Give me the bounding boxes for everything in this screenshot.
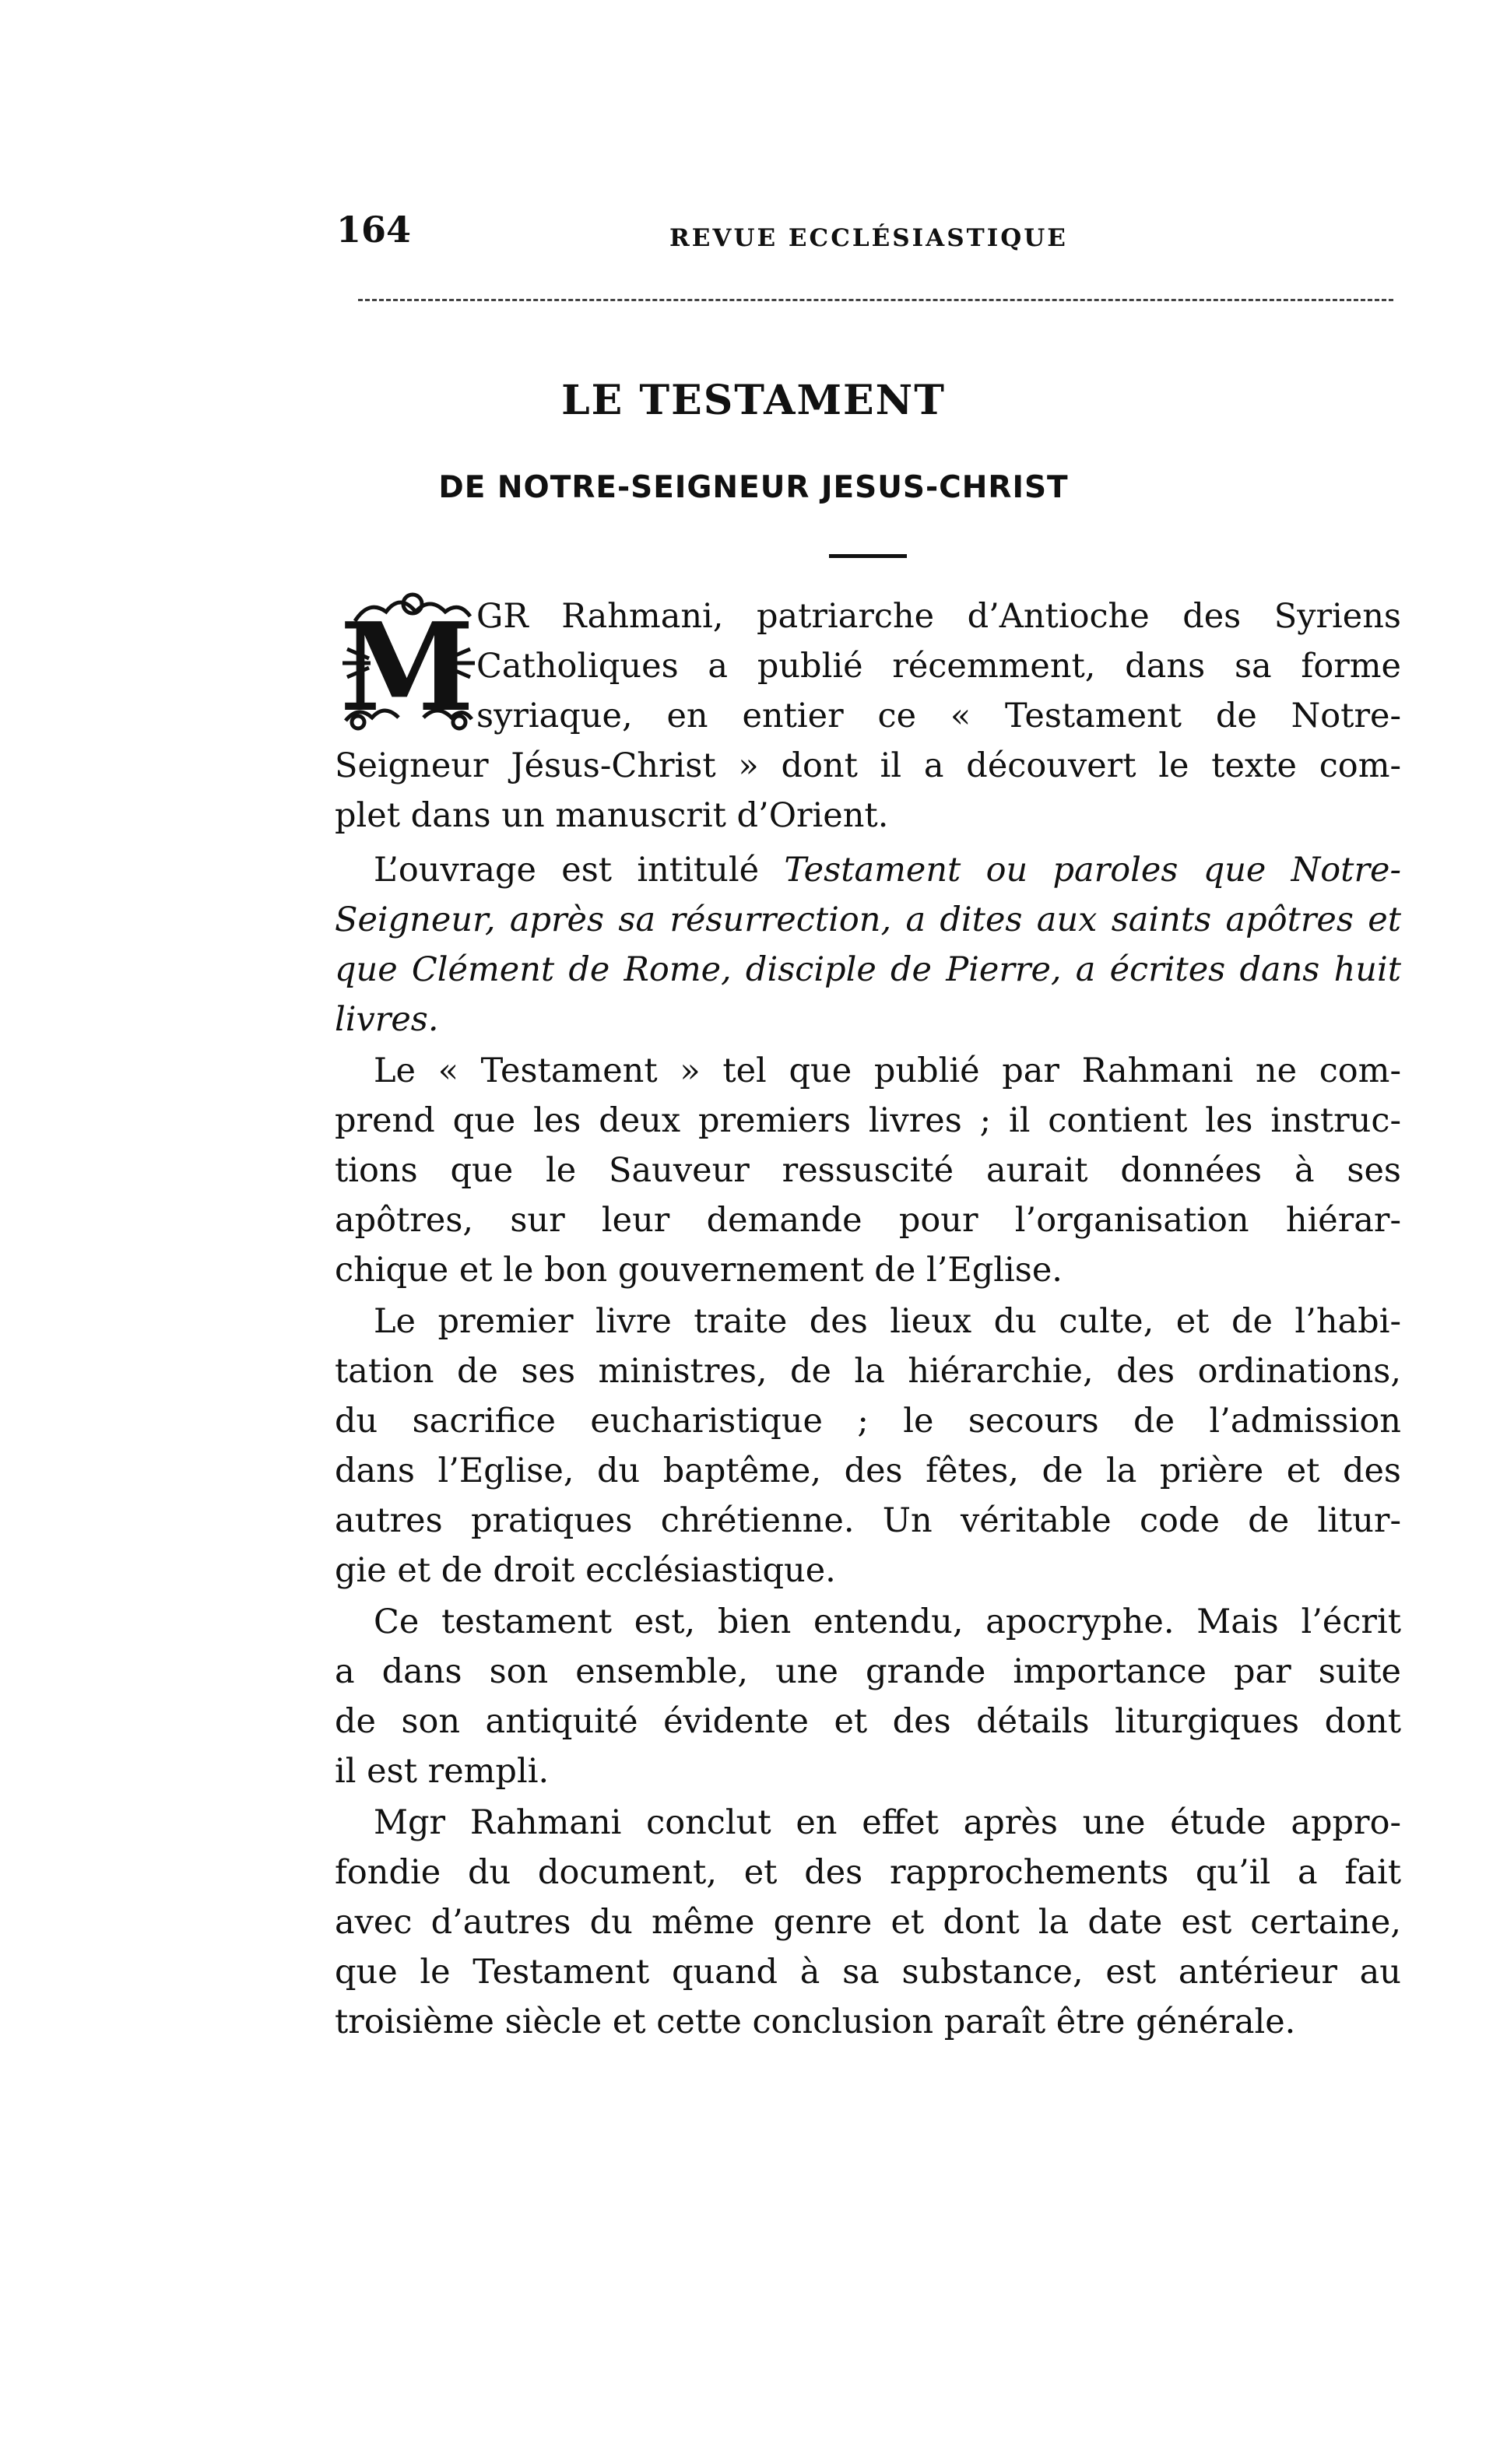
body-line: tions que le Sauveur ressuscité aurait données à ses	[335, 1151, 1401, 1190]
body-line-italic	[335, 946, 1401, 993]
body-line: syriaque, en entier ce « Testament de Notre-	[476, 697, 1401, 735]
body-line: fondie du document, et des rapprochements qu’il a fait	[335, 1853, 1401, 1892]
body-line: Catholiques a publié récemment, dans sa forme	[476, 647, 1401, 686]
italic-title-run: Testament ou paroles que Notre-	[784, 851, 1401, 890]
body-line: du sacrifice eucharistique ; le secours de l’admission	[335, 1402, 1401, 1441]
body-line: apôtres, sur leur demande pour l’organisation hiérar-	[335, 1201, 1401, 1240]
article-subtitle: DE NOTRE-SEIGNEUR JESUS-CHRIST	[438, 470, 1069, 505]
drop-cap-ornament	[338, 588, 476, 735]
body-line: tation de ses ministres, de la hiérarchie, des ordinations,	[335, 1352, 1401, 1391]
body-line: a dans son ensemble, une grande importance par suite	[335, 1652, 1401, 1691]
page-number: 164	[336, 209, 412, 251]
body-line: Mgr Rahmani conclut en effet après une étude appro-	[374, 1803, 1401, 1842]
body-line: Ce testament est, bien entendu, apocryphe. Mais l’écrit	[374, 1602, 1401, 1641]
drop-cap-letter: M	[339, 596, 475, 735]
header-rule	[358, 299, 1393, 301]
text-run: L’ouvrage est intitulé	[374, 851, 760, 890]
body-line: prend que les deux premiers livres ; il contient les instruc-	[335, 1101, 1401, 1140]
italic-title-run: que Clément de Rome, disciple de Pierre, a écrites dans huit	[335, 950, 1401, 989]
body-line: que le Testament quand à sa substance, est antérieur au	[335, 1953, 1401, 1992]
body-line: autres pratiques chrétienne. Un véritable code de litur-	[335, 1501, 1401, 1540]
body-line: Seigneur Jésus-Christ » dont il a découvert le texte com-	[335, 746, 1401, 785]
body-line: troisième siècle et cette conclusion paraît être générale.	[335, 2002, 1296, 2041]
body-line	[374, 847, 1401, 893]
body-line: Le « Testament » tel que publié par Rahmani ne com-	[374, 1051, 1401, 1090]
body-line: chique et le bon gouvernement de l’Eglise.	[335, 1251, 1063, 1290]
article-title: LE TESTAMENT	[561, 377, 946, 424]
body-line-italic	[335, 897, 1401, 943]
body-line: GR Rahmani, patriarche d’Antioche des Syriens	[476, 597, 1401, 636]
body-line: de son antiquité évidente et des détails liturgiques dont	[335, 1702, 1401, 1741]
body-line: avec d’autres du même genre et dont la date est certaine,	[335, 1903, 1401, 1942]
body-line: Le premier livre traite des lieux du culte, et de l’habi-	[374, 1302, 1401, 1341]
body-line-italic	[335, 996, 1401, 1043]
italic-title-run: Seigneur, après sa résurrection, a dites aux saints apôtres et	[335, 900, 1401, 939]
body-line: gie et de droit ecclésiastique.	[335, 1551, 836, 1590]
body-line: dans l’Eglise, du baptême, des fêtes, de la prière et des	[335, 1451, 1401, 1490]
title-rule	[829, 554, 907, 558]
ornamental-m-icon	[338, 588, 476, 735]
running-head: REVUE ECCLÉSIASTIQUE	[669, 224, 1068, 252]
body-line: il est rempli.	[335, 1752, 550, 1791]
italic-title-run: livres.	[335, 1000, 439, 1039]
body-line: plet dans un manuscrit d’Orient.	[335, 796, 889, 835]
